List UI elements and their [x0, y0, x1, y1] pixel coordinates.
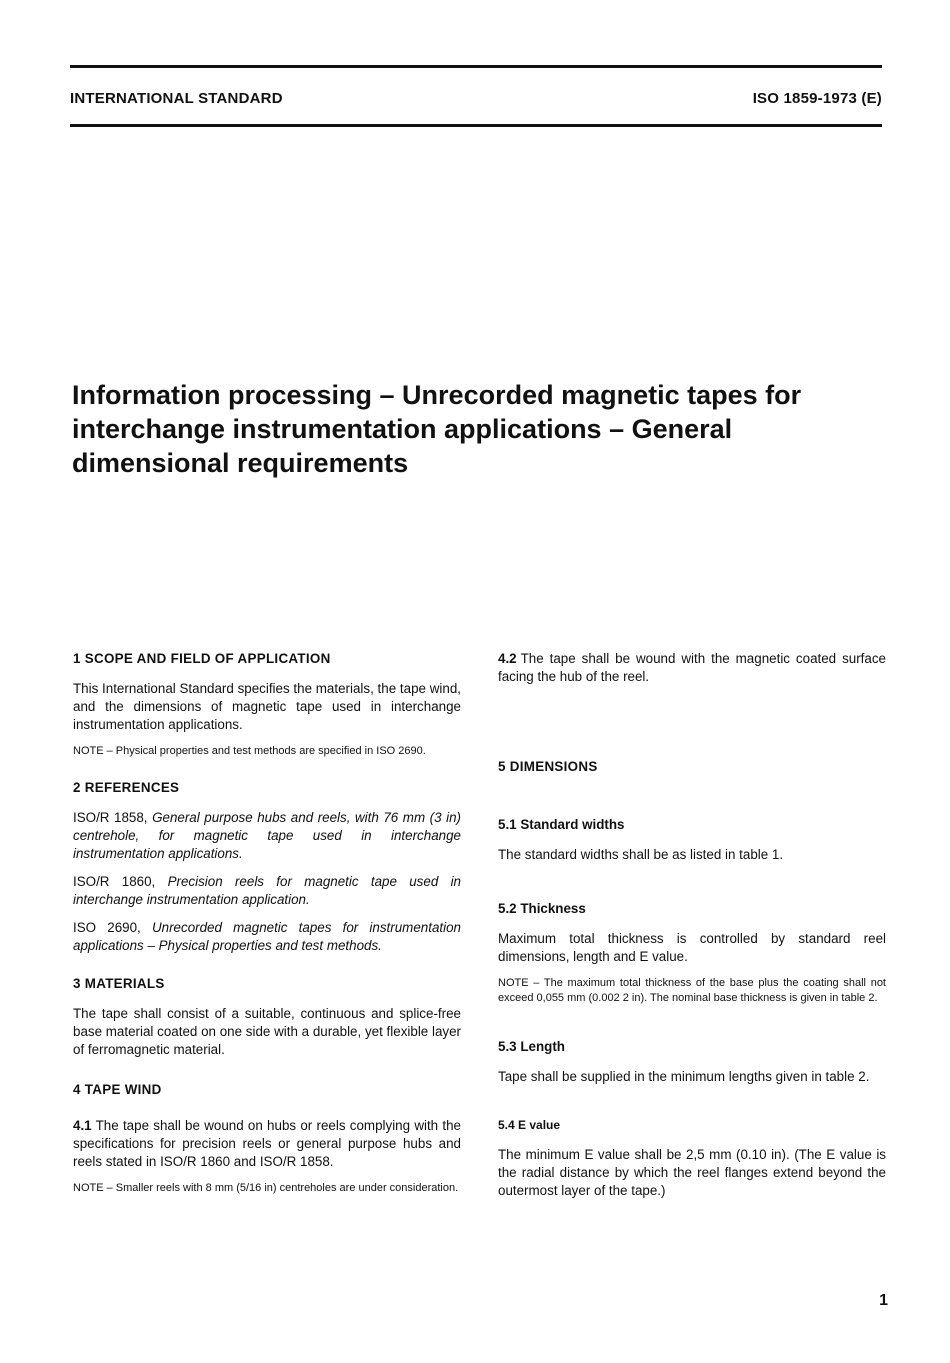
section-tape-wind — [73, 1081, 461, 1196]
reference-1-id: ISO/R 1858, — [73, 810, 148, 825]
section-dimensions — [498, 758, 886, 1200]
page-number: 1 — [879, 1292, 888, 1309]
document-title — [72, 378, 872, 480]
section-references — [73, 779, 461, 955]
reference-3-id: ISO 2690, — [73, 920, 141, 935]
clause-5-3-heading: 5.3 Length — [498, 1039, 565, 1054]
clause-4-1 — [73, 1117, 461, 1171]
section-4-heading: 4 TAPE WIND — [73, 1082, 162, 1097]
clause-5-4-heading: 5.4 E value — [498, 1118, 561, 1132]
clause-5-1-text: The standard widths shall be as listed in table 1. — [498, 847, 784, 862]
header-standard-number: ISO 1859-1973 (E) — [752, 90, 882, 107]
clause-5-2-text: Maximum total thickness is controlled by standard reel dimensions, length and E value. — [498, 931, 886, 964]
header-rule-top — [70, 65, 882, 68]
reference-2-id: ISO/R 1860, — [73, 874, 156, 889]
section-1-note: NOTE – Physical properties and test methods are specified in ISO 2690. — [73, 745, 426, 757]
clause-5-2-note: NOTE – The maximum total thickness of the base plus the coating shall not exceed 0,055 mm (0.002 2 in). The nominal base thickness is given in table 2. — [498, 977, 886, 1004]
section-3-text: The tape shall consist of a suitable, continuous and splice-free base material coated on one side with a durable, yet flexible layer of ferromagnetic material. — [73, 1006, 461, 1057]
clause-4-1-number: 4.1 — [73, 1118, 92, 1133]
section-scope — [73, 650, 461, 759]
right-column — [498, 650, 886, 1210]
reference-3 — [73, 919, 461, 955]
section-1-heading: 1 SCOPE AND FIELD OF APPLICATION — [73, 651, 331, 666]
section-4-note: NOTE – Smaller reels with 8 mm (5/16 in) centreholes are under consideration. — [73, 1182, 459, 1194]
title-line-2: interchange instrumentation applications – General — [72, 414, 733, 444]
header-rule-bottom — [70, 124, 882, 127]
clause-5-4-text: The minimum E value shall be 2,5 mm (0.10 in). (The E value is the radial distance by which the reel flanges extend beyond the outermost layer of the tape.) — [498, 1147, 886, 1198]
left-column — [73, 650, 461, 1206]
reference-1-title: General purpose hubs and reels, with 76 mm (3 in) centrehole, for magnetic tape used in interchange instrumentation applications. — [73, 810, 461, 861]
title-line-1: Information processing – Unrecorded magnetic tapes for — [72, 380, 802, 410]
reference-2-title: Precision reels for magnetic tape used in interchange instrumentation application. — [73, 874, 461, 907]
reference-1 — [73, 809, 461, 863]
clause-4-2 — [498, 650, 886, 686]
section-materials — [73, 975, 461, 1059]
header-standard-type: INTERNATIONAL STANDARD — [70, 90, 283, 107]
reference-3-title: Unrecorded magnetic tapes for instrumentation applications – Physical properties and test methods. — [73, 920, 461, 953]
reference-2 — [73, 873, 461, 909]
clause-4-2-number: 4.2 — [498, 651, 517, 666]
section-1-text: This International Standard specifies the materials, the tape wind, and the dimensions of magnetic tape used in interchange instrumentation applications. — [73, 681, 461, 732]
title-line-3: dimensional requirements — [72, 448, 409, 478]
section-5-heading: 5 DIMENSIONS — [498, 759, 598, 774]
clause-4-1-text: The tape shall be wound on hubs or reels complying with the specifications for precision reels or general purpose hubs and reels stated in ISO/R 1860 and ISO/R 1858. — [73, 1118, 461, 1169]
clause-5-3-text: Tape shall be supplied in the minimum lengths given in table 2. — [498, 1069, 870, 1084]
section-2-heading: 2 REFERENCES — [73, 780, 180, 795]
clause-5-1-heading: 5.1 Standard widths — [498, 817, 625, 832]
section-3-heading: 3 MATERIALS — [73, 976, 165, 991]
clause-4-2-text: The tape shall be wound with the magnetic coated surface facing the hub of the reel. — [498, 651, 886, 684]
clause-5-2-heading: 5.2 Thickness — [498, 901, 586, 916]
